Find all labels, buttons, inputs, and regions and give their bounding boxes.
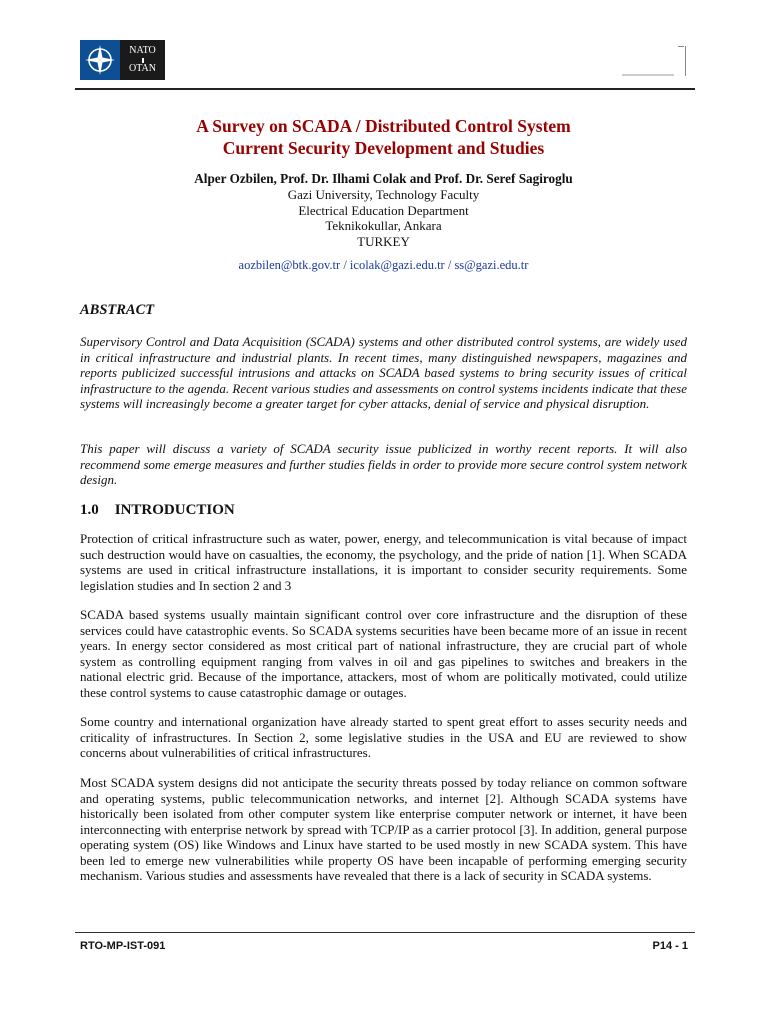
paper-title xyxy=(80,115,687,159)
title-line-1: A Survey on SCADA / Distributed Control System xyxy=(196,116,571,136)
abstract-paragraph: Supervisory Control and Data Acquisition (SCADA) systems and other distributed control systems, are widely used in critical infrastructure and industrial plants. In recent times, many distinguished newspapers, magazines and reports publicized successful intrusions and attacks on SCADA based systems to bring security issues of critical infrastructure to the agenda. Recent various studies and assessments on control systems incidents indicate that these systems will increasingly become a greater target for cyber attacks, denial of service and physical disruption. xyxy=(80,334,687,411)
body-paragraph: Protection of critical infrastructure such as water, power, energy, and telecommunication is vital because of impact such destruction would have on casualties, the economy, the psychology, and the pride of nation [1]. When SCADA systems are used in critical infrastructure installations, it is important to consider security requirements. Some legislation studies and In section 2 and 3 xyxy=(80,531,687,593)
author-list: Alper Ozbilen, Prof. Dr. Ilhami Colak and Prof. Dr. Seref Sagiroglu xyxy=(194,171,573,186)
body-paragraph: Most SCADA system designs did not anticipate the security threats possed by today reliance on common software and operating systems, public telecommunication networks, and internet [2]. Although SCADA systems have historically been isolated from other computer system like enterprise computer network or internet, it have been interconnecting with enterprise network by spread with TCP/IP as a carrier protocol [3]. In addition, general purpose operating system (OS) like Windows and Linux have started to be used mostly in new SCADA system. This have been led to emerge new vulnerabilities while property OS have been incapable of performing emerging security mechanism. Various studies and assessments have revealed that there is a lack of security in SCADA systems. xyxy=(80,775,687,883)
affiliation-line: Electrical Education Department xyxy=(298,202,469,218)
nato-logo-wordmark xyxy=(120,40,165,80)
affiliation-line: TURKEY xyxy=(357,233,410,249)
header-corner-mark xyxy=(608,40,686,78)
author-emails[interactable]: aozbilen@btk.gov.tr / icolak@gazi.edu.tr / ss@gazi.edu.tr xyxy=(238,258,529,272)
section-title: INTRODUCTION xyxy=(114,502,235,518)
affiliation-block xyxy=(80,187,687,249)
body-paragraph: SCADA based systems usually maintain significant control over core infrastructure and the disruption of these services could have catastrophic events. So SCADA systems securities have been became more of an issue in recent years. In energy sector considered as most critical part of national infrastructure, they are crucial part of whole system as controlling equipment ranging from valves in oil and gas pipelines to switches and breakers in the national electric grid. Because of the importance, attackers, most of whom are politically motivated, could utilize these control systems to cause catastrophic damage or outages. xyxy=(80,607,687,700)
affiliation-line: Gazi University, Technology Faculty xyxy=(287,187,480,202)
nato-compass-icon xyxy=(80,40,120,80)
footer-page-number: P14 - 1 xyxy=(652,940,688,952)
section-number: 1.0 xyxy=(80,502,99,518)
body-paragraph: Some country and international organization have already started to spent great effort to asses security needs and criticality of infrastructures. In Section 2, some legislative studies in the USA and EU are reviewed to show concerns about vulnerabilities of critical infrastructures. xyxy=(80,714,687,760)
nato-logo xyxy=(80,40,165,80)
footer-rule xyxy=(75,932,695,933)
abstract-heading: ABSTRACT xyxy=(80,302,155,318)
header-rule xyxy=(75,88,695,90)
logo-text-nato: NATO xyxy=(129,45,156,56)
title-line-2: Current Security Development and Studies xyxy=(222,138,545,158)
affiliation-line: Teknikokullar, Ankara xyxy=(325,218,442,233)
section-heading xyxy=(80,502,235,519)
footer-report-id: RTO-MP-IST-091 xyxy=(80,940,166,952)
abstract-paragraph: This paper will discuss a variety of SCADA security issue publicized in worthy recent reports. It will also recommend some emerge measures and further studies fields in order to provide more secure control system network design. xyxy=(80,441,687,487)
logo-divider xyxy=(142,58,144,63)
logo-text-otan: OTAN xyxy=(129,62,156,74)
